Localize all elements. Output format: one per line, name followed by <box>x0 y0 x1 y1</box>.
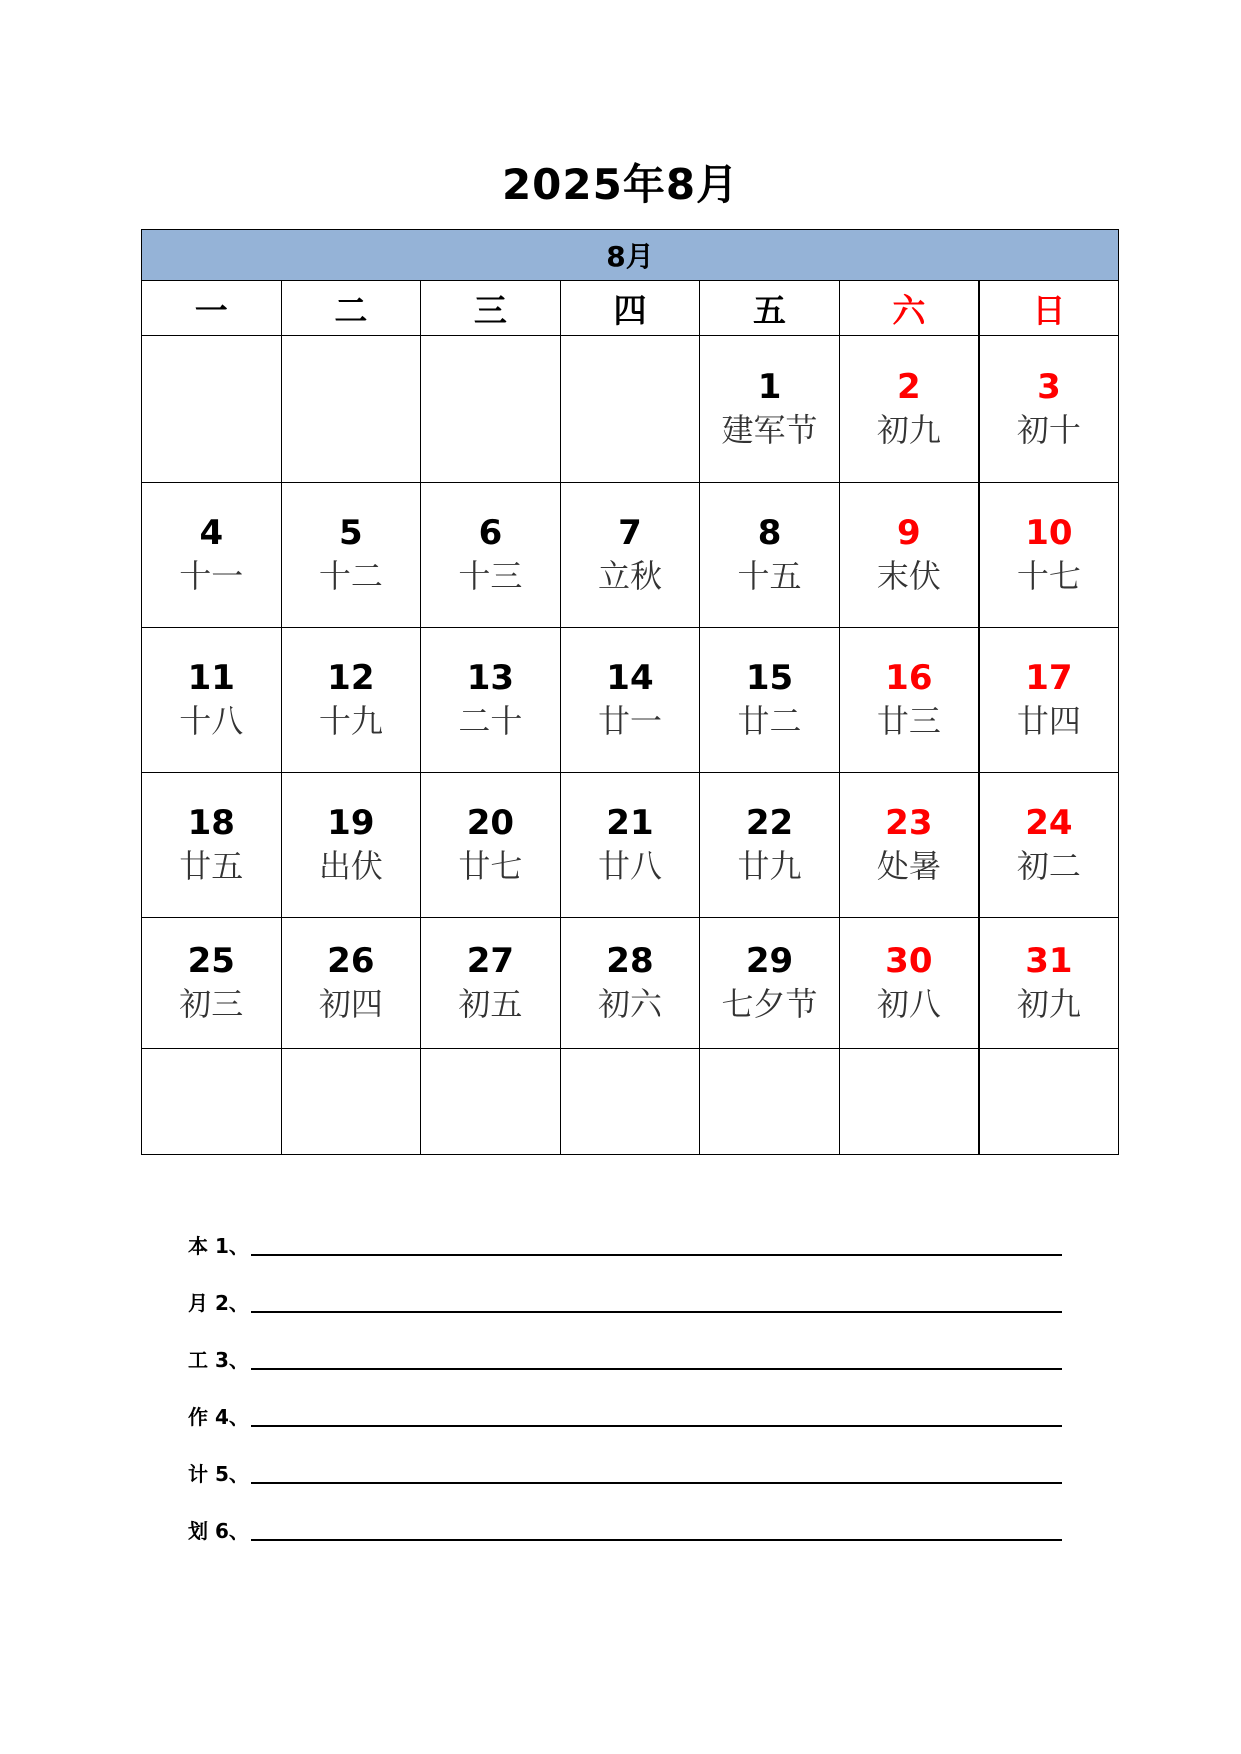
week-row <box>142 918 1119 1049</box>
lunar-date: 末伏 <box>876 557 941 595</box>
day-cell <box>421 1049 561 1155</box>
day-cell[interactable] <box>979 628 1119 773</box>
day-number: 18 <box>187 803 235 843</box>
day-cell[interactable] <box>281 773 421 918</box>
lunar-date: 十九 <box>318 702 383 740</box>
day-cell[interactable] <box>142 918 282 1049</box>
day-cell[interactable] <box>421 773 561 918</box>
lunar-date: 廿二 <box>737 702 802 740</box>
week-row <box>142 628 1119 773</box>
day-cell <box>700 1049 840 1155</box>
day-number: 22 <box>745 803 794 843</box>
weekday-sun: 日 <box>979 281 1119 336</box>
write-line[interactable] <box>251 1311 1062 1313</box>
day-cell[interactable] <box>700 483 840 628</box>
day-number: 17 <box>1025 658 1073 698</box>
day-number: 27 <box>466 941 515 981</box>
lunar-date: 初四 <box>318 985 383 1023</box>
week-row <box>142 1049 1119 1155</box>
lunar-date: 初五 <box>458 985 523 1023</box>
day-number: 6 <box>478 513 503 553</box>
day-number: 4 <box>199 513 224 553</box>
day-cell <box>979 1049 1119 1155</box>
write-line[interactable] <box>251 1425 1062 1427</box>
lunar-date: 七夕节 <box>721 985 818 1023</box>
day-cell[interactable] <box>700 918 840 1049</box>
day-cell[interactable] <box>281 918 421 1049</box>
day-number: 9 <box>897 513 921 553</box>
lunar-date: 十二 <box>318 557 383 595</box>
plan-label: 计 5、 <box>188 1462 249 1486</box>
day-cell[interactable] <box>839 628 979 773</box>
day-cell[interactable] <box>839 773 979 918</box>
day-number: 2 <box>897 367 921 407</box>
day-cell[interactable] <box>839 483 979 628</box>
plan-line-4[interactable] <box>188 1389 1068 1446</box>
lunar-date: 出伏 <box>318 847 383 885</box>
day-number: 19 <box>327 803 375 843</box>
lunar-date: 十七 <box>1016 557 1081 595</box>
lunar-date: 十三 <box>458 557 523 595</box>
day-cell[interactable] <box>700 628 840 773</box>
lunar-date: 廿七 <box>458 847 523 885</box>
day-cell[interactable] <box>700 773 840 918</box>
day-cell <box>560 336 700 483</box>
day-cell <box>142 336 282 483</box>
day-cell[interactable] <box>839 336 979 483</box>
day-cell[interactable] <box>142 773 282 918</box>
day-number: 20 <box>466 803 515 843</box>
day-cell <box>560 1049 700 1155</box>
day-number: 15 <box>745 658 794 698</box>
plan-label: 工 3、 <box>188 1348 249 1372</box>
lunar-date: 廿一 <box>597 702 662 740</box>
day-cell <box>281 336 421 483</box>
day-cell[interactable] <box>560 918 700 1049</box>
day-number: 5 <box>339 513 363 553</box>
lunar-date: 立秋 <box>597 557 662 595</box>
day-cell[interactable] <box>142 483 282 628</box>
month-header: 8月 <box>142 230 1119 281</box>
day-cell[interactable] <box>142 628 282 773</box>
plan-label: 本 1、 <box>188 1234 249 1258</box>
plan-label: 划 6、 <box>188 1519 249 1543</box>
plan-line-1[interactable] <box>188 1218 1068 1275</box>
lunar-date: 建军节 <box>721 411 818 449</box>
write-line[interactable] <box>251 1254 1062 1256</box>
day-number: 16 <box>885 658 933 698</box>
day-number: 10 <box>1025 513 1073 553</box>
weekday-wed: 三 <box>421 281 561 336</box>
week-row <box>142 773 1119 918</box>
day-cell[interactable] <box>979 483 1119 628</box>
day-cell[interactable] <box>421 918 561 1049</box>
day-cell <box>839 1049 979 1155</box>
lunar-date: 廿三 <box>876 702 941 740</box>
day-number: 3 <box>1037 367 1061 407</box>
lunar-date: 廿九 <box>737 847 802 885</box>
weekday-fri: 五 <box>700 281 840 336</box>
lunar-date: 十一 <box>179 557 244 595</box>
weekday-thu: 四 <box>560 281 700 336</box>
lunar-date: 初六 <box>597 985 662 1023</box>
day-cell <box>142 1049 282 1155</box>
weekday-row <box>142 281 1119 336</box>
day-number: 28 <box>606 941 654 981</box>
week-row <box>142 336 1119 483</box>
day-number: 23 <box>885 803 933 843</box>
day-cell[interactable] <box>421 483 561 628</box>
lunar-date: 廿八 <box>597 847 662 885</box>
day-number: 26 <box>327 941 375 981</box>
plan-label: 月 2、 <box>188 1291 249 1315</box>
plan-line-3[interactable] <box>188 1332 1068 1389</box>
day-number: 14 <box>606 658 654 698</box>
lunar-date: 十八 <box>179 702 244 740</box>
lunar-date: 二十 <box>458 702 523 740</box>
plan-label: 作 4、 <box>188 1405 249 1429</box>
day-number: 30 <box>885 941 933 981</box>
write-line[interactable] <box>251 1368 1062 1370</box>
lunar-date: 初九 <box>876 411 941 449</box>
lunar-date: 初三 <box>179 985 244 1023</box>
day-number: 25 <box>187 941 235 981</box>
lunar-date: 初二 <box>1016 847 1081 885</box>
weekday-tue: 二 <box>281 281 421 336</box>
lunar-date: 初十 <box>1016 411 1081 449</box>
page-title: 2025年8月 <box>501 160 740 209</box>
day-cell <box>421 336 561 483</box>
monthly-plan <box>188 1218 1068 1560</box>
write-line[interactable] <box>251 1539 1062 1541</box>
day-number: 31 <box>1025 941 1073 981</box>
day-cell[interactable] <box>839 918 979 1049</box>
plan-line-2[interactable] <box>188 1275 1068 1332</box>
day-number: 21 <box>606 803 654 843</box>
day-number: 24 <box>1025 803 1073 843</box>
day-cell[interactable] <box>700 336 840 483</box>
day-number: 29 <box>745 941 794 981</box>
lunar-date: 廿四 <box>1016 702 1081 740</box>
day-cell <box>281 1049 421 1155</box>
day-number: 8 <box>757 513 782 553</box>
day-cell[interactable] <box>421 628 561 773</box>
lunar-date: 初八 <box>876 985 941 1023</box>
write-line[interactable] <box>251 1482 1062 1484</box>
day-cell[interactable] <box>281 483 421 628</box>
day-number: 11 <box>187 658 235 698</box>
plan-line-5[interactable] <box>188 1446 1068 1503</box>
lunar-date: 处暑 <box>876 847 941 885</box>
day-cell[interactable] <box>979 918 1119 1049</box>
day-number: 7 <box>618 513 642 553</box>
day-cell[interactable] <box>281 628 421 773</box>
day-cell[interactable] <box>560 483 700 628</box>
lunar-date: 初九 <box>1016 985 1081 1023</box>
weekday-mon: 一 <box>142 281 282 336</box>
lunar-date: 廿五 <box>179 847 244 885</box>
week-row <box>142 483 1119 628</box>
day-number: 13 <box>466 658 515 698</box>
day-cell[interactable] <box>560 773 700 918</box>
day-cell[interactable] <box>979 336 1119 483</box>
day-cell[interactable] <box>560 628 700 773</box>
lunar-date: 十五 <box>737 557 802 595</box>
plan-line-6[interactable] <box>188 1503 1068 1560</box>
weekday-sat: 六 <box>839 281 979 336</box>
day-number: 12 <box>327 658 375 698</box>
day-cell[interactable] <box>979 773 1119 918</box>
calendar-table <box>141 229 1119 1155</box>
day-number: 1 <box>757 367 782 407</box>
